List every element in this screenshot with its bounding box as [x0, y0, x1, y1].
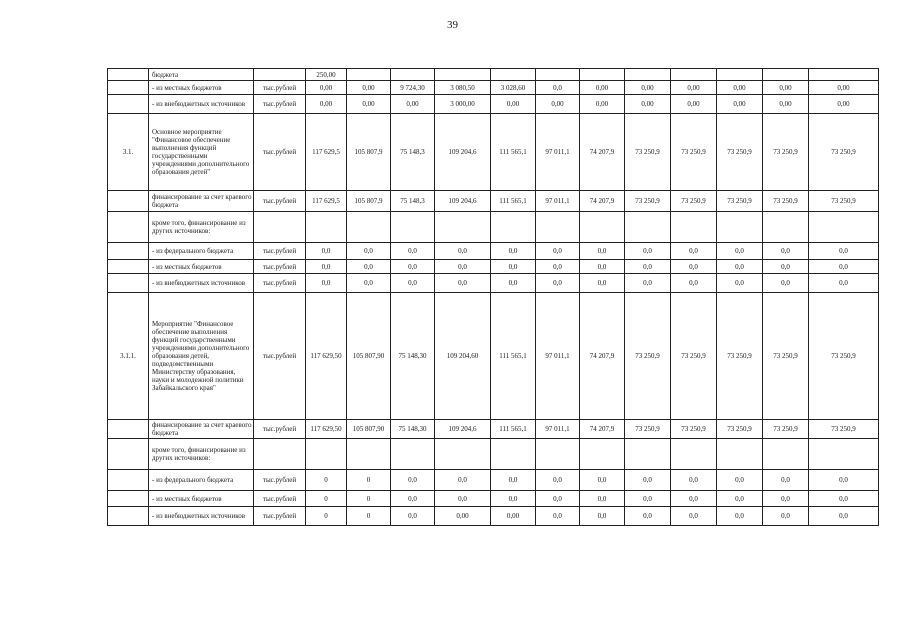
value-cell: 0,0 — [491, 491, 536, 507]
value-cell: 0,0 — [671, 470, 717, 491]
value-cell: 0,0 — [391, 260, 435, 274]
value-cell: 3 000,00 — [435, 95, 491, 114]
value-cell: 0 — [347, 507, 391, 526]
value-cell: 0,00 — [809, 81, 879, 95]
value-cell: 0,0 — [536, 274, 580, 293]
value-cell: 0,0 — [809, 274, 879, 293]
value-cell — [435, 439, 491, 470]
row-unit: тыс.рублей — [254, 470, 306, 491]
value-cell — [306, 212, 347, 243]
row-code — [108, 439, 149, 470]
value-cell: 0,0 — [625, 491, 671, 507]
value-cell: 75 148,3 — [391, 114, 435, 191]
value-cell: 0,0 — [763, 491, 809, 507]
value-cell: 0,00 — [391, 95, 435, 114]
value-cell: 0,0 — [306, 243, 347, 260]
value-cell: 0,0 — [580, 260, 625, 274]
value-cell: 0,0 — [536, 81, 580, 95]
value-cell: 0,0 — [625, 470, 671, 491]
value-cell: 0,0 — [491, 274, 536, 293]
table-row — [108, 439, 879, 470]
value-cell: 0,0 — [763, 260, 809, 274]
value-cell: 0,0 — [717, 507, 763, 526]
value-cell — [763, 69, 809, 81]
table-row — [108, 81, 879, 95]
row-code — [108, 491, 149, 507]
value-cell — [763, 212, 809, 243]
value-cell: 75 148,30 — [391, 293, 435, 420]
value-cell: 73 250,9 — [809, 114, 879, 191]
value-cell: 111 565,1 — [491, 293, 536, 420]
value-cell: 73 250,9 — [809, 420, 879, 439]
value-cell — [717, 212, 763, 243]
table-row — [108, 114, 879, 191]
value-cell — [809, 212, 879, 243]
value-cell: 0,0 — [671, 507, 717, 526]
value-cell: 0,0 — [625, 274, 671, 293]
value-cell — [625, 212, 671, 243]
value-cell: 0,0 — [347, 260, 391, 274]
value-cell — [491, 212, 536, 243]
value-cell: 0,0 — [347, 243, 391, 260]
value-cell: 0,00 — [763, 81, 809, 95]
table-row — [108, 243, 879, 260]
value-cell: 0,0 — [580, 243, 625, 260]
value-cell: 73 250,9 — [763, 191, 809, 212]
value-cell: 73 250,9 — [625, 114, 671, 191]
value-cell: 0,0 — [809, 260, 879, 274]
row-unit — [254, 212, 306, 243]
table-row — [108, 507, 879, 526]
value-cell — [580, 212, 625, 243]
table-row — [108, 274, 879, 293]
value-cell: 97 011,1 — [536, 293, 580, 420]
value-cell: 0,00 — [491, 507, 536, 526]
value-cell: 0,0 — [625, 507, 671, 526]
row-name: кроме того, финансирование из других источников: — [149, 212, 254, 243]
value-cell: 0,0 — [536, 243, 580, 260]
row-code: 3.1.1. — [108, 293, 149, 420]
row-unit: тыс.рублей — [254, 191, 306, 212]
value-cell: 117 629,50 — [306, 420, 347, 439]
row-code — [108, 191, 149, 212]
value-cell: 0,0 — [435, 243, 491, 260]
value-cell — [435, 69, 491, 81]
value-cell: 0,0 — [625, 243, 671, 260]
value-cell: 0,0 — [580, 274, 625, 293]
value-cell: 0,0 — [435, 491, 491, 507]
value-cell: 0 — [306, 470, 347, 491]
value-cell: 74 207,9 — [580, 114, 625, 191]
row-name: - из внебюджетных источников — [149, 274, 254, 293]
row-unit — [254, 439, 306, 470]
value-cell: 0,0 — [717, 470, 763, 491]
value-cell: 3 080,50 — [435, 81, 491, 95]
value-cell: 0,0 — [435, 274, 491, 293]
value-cell: 0 — [306, 507, 347, 526]
value-cell: 97 011,1 — [536, 420, 580, 439]
row-unit: тыс.рублей — [254, 260, 306, 274]
value-cell: 0,0 — [391, 491, 435, 507]
value-cell: 0 — [347, 491, 391, 507]
row-unit: тыс.рублей — [254, 95, 306, 114]
row-code — [108, 212, 149, 243]
value-cell: 0,0 — [809, 243, 879, 260]
value-cell: 0,0 — [491, 243, 536, 260]
value-cell: 0,00 — [671, 95, 717, 114]
row-name: - из внебюджетных источников — [149, 507, 254, 526]
row-unit: тыс.рублей — [254, 81, 306, 95]
row-name: - из местных бюджетов — [149, 81, 254, 95]
value-cell — [625, 69, 671, 81]
value-cell: 109 204,6 — [435, 420, 491, 439]
value-cell: 73 250,9 — [625, 293, 671, 420]
value-cell: 0,0 — [391, 274, 435, 293]
value-cell — [809, 439, 879, 470]
value-cell: 73 250,9 — [717, 420, 763, 439]
row-code — [108, 81, 149, 95]
table-row — [108, 470, 879, 491]
value-cell: 0,0 — [435, 260, 491, 274]
value-cell: 73 250,9 — [809, 191, 879, 212]
value-cell: 0,0 — [671, 243, 717, 260]
value-cell: 73 250,9 — [763, 114, 809, 191]
value-cell: 109 204,6 — [435, 114, 491, 191]
value-cell: 109 204,6 — [435, 191, 491, 212]
row-name: Мероприятие "Финансовое обеспечение выполнения функций государственными учреждениями дополнительного образования детей, подведомственными Министерству образования, науки и молодежной политики Забайкальского края" — [149, 293, 254, 420]
row-code — [108, 69, 149, 81]
value-cell — [671, 439, 717, 470]
value-cell: 73 250,9 — [671, 114, 717, 191]
value-cell: 0,00 — [580, 81, 625, 95]
row-code: 3.1. — [108, 114, 149, 191]
value-cell: 0,0 — [536, 507, 580, 526]
value-cell: 0,00 — [491, 95, 536, 114]
row-unit: тыс.рублей — [254, 420, 306, 439]
row-name: бюджета — [149, 69, 254, 81]
value-cell: 0,0 — [671, 274, 717, 293]
value-cell: 0,0 — [809, 507, 879, 526]
value-cell: 0,00 — [580, 95, 625, 114]
value-cell: 0,0 — [580, 507, 625, 526]
value-cell: 0,0 — [625, 260, 671, 274]
value-cell: 0,0 — [717, 491, 763, 507]
value-cell — [391, 439, 435, 470]
value-cell: 0,0 — [391, 243, 435, 260]
value-cell: 0,00 — [717, 81, 763, 95]
value-cell — [625, 439, 671, 470]
value-cell: 0,00 — [306, 81, 347, 95]
value-cell: 0,00 — [763, 95, 809, 114]
value-cell — [717, 439, 763, 470]
value-cell: 111 565,1 — [491, 420, 536, 439]
value-cell: 0,0 — [491, 470, 536, 491]
row-name: финансирование за счет краевого бюджета — [149, 420, 254, 439]
value-cell: 73 250,9 — [671, 293, 717, 420]
row-unit: тыс.рублей — [254, 491, 306, 507]
value-cell: 73 250,9 — [763, 420, 809, 439]
value-cell: 0,0 — [580, 491, 625, 507]
row-unit: тыс.рублей — [254, 274, 306, 293]
value-cell: 0,0 — [717, 243, 763, 260]
table-row — [108, 491, 879, 507]
value-cell — [580, 439, 625, 470]
value-cell: 73 250,9 — [671, 191, 717, 212]
row-name: - из местных бюджетов — [149, 260, 254, 274]
value-cell: 0,0 — [763, 274, 809, 293]
value-cell — [536, 212, 580, 243]
row-code — [108, 260, 149, 274]
value-cell: 0,0 — [536, 470, 580, 491]
row-code — [108, 243, 149, 260]
value-cell — [306, 439, 347, 470]
value-cell: 0,0 — [671, 260, 717, 274]
value-cell: 74 207,9 — [580, 191, 625, 212]
value-cell: 105 807,9 — [347, 114, 391, 191]
value-cell: 0,0 — [391, 507, 435, 526]
value-cell — [347, 439, 391, 470]
value-cell: 0,00 — [536, 95, 580, 114]
row-unit: тыс.рублей — [254, 114, 306, 191]
row-name: - из внебюджетных источников — [149, 95, 254, 114]
row-unit: тыс.рублей — [254, 293, 306, 420]
value-cell: 0,00 — [809, 95, 879, 114]
value-cell — [536, 69, 580, 81]
value-cell — [391, 69, 435, 81]
value-cell: 3 028,60 — [491, 81, 536, 95]
table-row — [108, 420, 879, 439]
row-name: финансирование за счет краевого бюджета — [149, 191, 254, 212]
value-cell: 73 250,9 — [763, 293, 809, 420]
value-cell: 0,00 — [625, 81, 671, 95]
value-cell: 117 629,50 — [306, 293, 347, 420]
value-cell: 0,0 — [763, 470, 809, 491]
value-cell: 0,0 — [717, 274, 763, 293]
value-cell: 0,00 — [717, 95, 763, 114]
page-number: 39 — [447, 19, 458, 31]
row-name: Основное мероприятие "Финансовое обеспечение выполнения функций государственными учреждениями дополнительного образования детей" — [149, 114, 254, 191]
value-cell: 105 807,90 — [347, 293, 391, 420]
value-cell: 0,00 — [435, 507, 491, 526]
value-cell: 0,0 — [306, 260, 347, 274]
value-cell — [347, 69, 391, 81]
value-cell: 0,0 — [491, 260, 536, 274]
value-cell: 73 250,9 — [809, 293, 879, 420]
table-row — [108, 69, 879, 81]
value-cell — [763, 439, 809, 470]
value-cell: 0,00 — [347, 95, 391, 114]
row-code — [108, 95, 149, 114]
table-row — [108, 95, 879, 114]
row-code — [108, 274, 149, 293]
value-cell: 73 250,9 — [625, 420, 671, 439]
value-cell: 109 204,60 — [435, 293, 491, 420]
value-cell: 75 148,3 — [391, 191, 435, 212]
value-cell — [491, 69, 536, 81]
row-code — [108, 470, 149, 491]
value-cell: 117 629,5 — [306, 191, 347, 212]
table-row — [108, 293, 879, 420]
value-cell: 97 011,1 — [536, 191, 580, 212]
value-cell: 0,00 — [625, 95, 671, 114]
value-cell: 105 807,9 — [347, 191, 391, 212]
row-unit: тыс.рублей — [254, 243, 306, 260]
value-cell — [347, 212, 391, 243]
table-row — [108, 191, 879, 212]
value-cell: 0 — [306, 491, 347, 507]
value-cell: 250,00 — [306, 69, 347, 81]
value-cell: 0,00 — [347, 81, 391, 95]
value-cell: 0,0 — [347, 274, 391, 293]
value-cell: 111 565,1 — [491, 191, 536, 212]
value-cell: 0,0 — [580, 470, 625, 491]
value-cell: 0,0 — [763, 507, 809, 526]
value-cell — [391, 212, 435, 243]
row-name: - из федерального бюджета — [149, 243, 254, 260]
table-row — [108, 212, 879, 243]
value-cell — [809, 69, 879, 81]
value-cell: 73 250,9 — [717, 114, 763, 191]
value-cell: 0,0 — [809, 470, 879, 491]
value-cell — [536, 439, 580, 470]
value-cell: 74 207,9 — [580, 420, 625, 439]
row-name: - из местных бюджетов — [149, 491, 254, 507]
value-cell: 73 250,9 — [625, 191, 671, 212]
budget-table — [107, 68, 879, 526]
value-cell — [671, 69, 717, 81]
value-cell: 0 — [347, 470, 391, 491]
row-unit: тыс.рублей — [254, 507, 306, 526]
value-cell: 73 250,9 — [717, 191, 763, 212]
value-cell: 0,0 — [306, 274, 347, 293]
value-cell: 74 207,9 — [580, 293, 625, 420]
value-cell: 73 250,9 — [671, 420, 717, 439]
value-cell: 105 807,90 — [347, 420, 391, 439]
value-cell: 0,0 — [717, 260, 763, 274]
row-name: - из федерального бюджета — [149, 470, 254, 491]
value-cell: 0,00 — [306, 95, 347, 114]
value-cell: 0,0 — [435, 470, 491, 491]
value-cell — [671, 212, 717, 243]
row-code — [108, 420, 149, 439]
value-cell: 0,0 — [809, 491, 879, 507]
value-cell: 0,0 — [536, 260, 580, 274]
row-unit — [254, 69, 306, 81]
value-cell: 111 565,1 — [491, 114, 536, 191]
value-cell: 97 011,1 — [536, 114, 580, 191]
table-row — [108, 260, 879, 274]
value-cell: 9 724,30 — [391, 81, 435, 95]
value-cell: 0,0 — [671, 491, 717, 507]
value-cell: 0,00 — [671, 81, 717, 95]
value-cell: 117 629,5 — [306, 114, 347, 191]
value-cell — [717, 69, 763, 81]
value-cell: 0,0 — [536, 491, 580, 507]
value-cell: 0,0 — [763, 243, 809, 260]
value-cell: 73 250,9 — [717, 293, 763, 420]
value-cell — [435, 212, 491, 243]
row-code — [108, 507, 149, 526]
row-name: кроме того, финансирование из других источников: — [149, 439, 254, 470]
value-cell — [580, 69, 625, 81]
value-cell — [491, 439, 536, 470]
value-cell: 0,0 — [391, 470, 435, 491]
value-cell: 75 148,30 — [391, 420, 435, 439]
